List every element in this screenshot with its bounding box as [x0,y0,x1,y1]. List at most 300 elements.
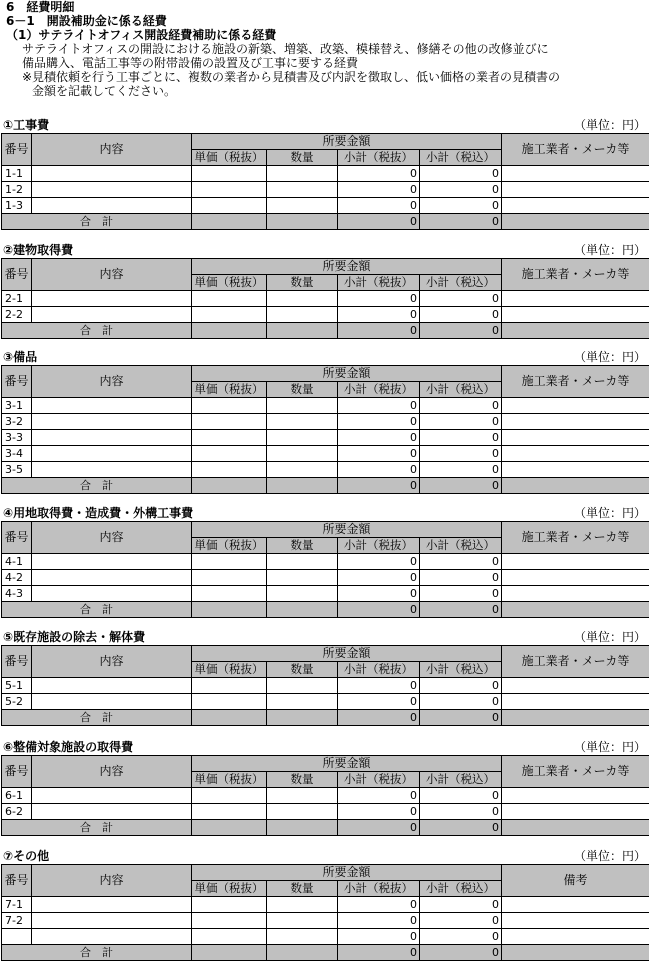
section-header [0,243,649,258]
content-cell[interactable] [32,291,192,307]
content-cell[interactable] [32,897,192,913]
row-number: 3-5 [2,462,32,478]
col-header-unit-price: 単価（税抜） [192,150,267,166]
unit-price-cell[interactable] [192,462,267,478]
total-subtotal-incl: 0 [420,323,502,339]
quantity-cell[interactable] [267,570,338,586]
col-header-no: 番号 [2,756,32,788]
subtotal-incl-cell: 0 [420,570,502,586]
subtotal-excl-cell: 0 [338,446,420,462]
expense-table [1,864,649,961]
total-quantity-cell [267,602,338,618]
col-header-unit-price: 単価（税抜） [192,881,267,897]
contractor-cell[interactable] [502,182,649,198]
unit-price-cell[interactable] [192,694,267,710]
quantity-cell[interactable] [267,291,338,307]
col-header-quantity: 数量 [267,538,338,554]
total-row [2,323,649,339]
unit-price-cell[interactable] [192,678,267,694]
content-cell[interactable] [32,788,192,804]
quantity-cell[interactable] [267,913,338,929]
quantity-cell[interactable] [267,678,338,694]
expense-section [0,849,649,961]
col-header-subtotal-incl: 小計（税込） [420,275,502,291]
expense-table [1,365,649,494]
expense-section [0,630,649,726]
expense-section [0,350,649,494]
total-label: 合 計 [2,820,192,836]
quantity-cell[interactable] [267,897,338,913]
quantity-cell[interactable] [267,182,338,198]
table-row [2,586,649,602]
content-cell[interactable] [32,554,192,570]
table-row [2,554,649,570]
total-last-cell [502,478,649,494]
unit-label: （単位：円） [574,849,646,864]
unit-label: （単位：円） [574,630,646,645]
content-cell[interactable] [32,307,192,323]
total-quantity-cell [267,478,338,494]
total-quantity-cell [267,820,338,836]
subtotal-excl-cell: 0 [338,554,420,570]
total-last-cell [502,323,649,339]
unit-price-cell[interactable] [192,307,267,323]
subtotal-incl-cell: 0 [420,929,502,945]
unit-price-cell[interactable] [192,913,267,929]
section-header [0,506,649,521]
subtotal-excl-cell: 0 [338,182,420,198]
total-quantity-cell [267,214,338,230]
contractor-cell[interactable] [502,414,649,430]
quantity-cell[interactable] [267,198,338,214]
col-header-required-amount: 所要金額 [192,134,502,150]
content-cell[interactable] [32,430,192,446]
col-header-subtotal-excl: 小計（税抜） [338,881,420,897]
contractor-cell[interactable] [502,897,649,913]
total-subtotal-incl: 0 [420,602,502,618]
expense-section [0,506,649,618]
table-row [2,291,649,307]
col-header-required-amount: 所要金額 [192,522,502,538]
row-number: 3-1 [2,398,32,414]
subtotal-excl-cell: 0 [338,198,420,214]
subtotal-incl-cell: 0 [420,307,502,323]
table-row [2,198,649,214]
row-number: 1-1 [2,166,32,182]
col-header-last: 備考 [502,865,649,897]
row-number: 1-2 [2,182,32,198]
total-quantity-cell [267,945,338,961]
expense-section [0,118,649,230]
unit-price-cell[interactable] [192,198,267,214]
content-cell[interactable] [32,913,192,929]
col-header-subtotal-incl: 小計（税込） [420,538,502,554]
col-header-required-amount: 所要金額 [192,865,502,881]
unit-price-cell[interactable] [192,166,267,182]
unit-price-cell[interactable] [192,446,267,462]
unit-label: （単位：円） [574,350,646,365]
quantity-cell[interactable] [267,430,338,446]
col-header-content: 内容 [32,259,192,291]
col-header-last: 施工業者・メーカ等 [502,756,649,788]
total-last-cell [502,945,649,961]
content-cell[interactable] [32,166,192,182]
unit-label: （単位：円） [574,506,646,521]
col-header-no: 番号 [2,259,32,291]
contractor-cell[interactable] [502,929,649,945]
table-row [2,929,649,945]
table-row [2,430,649,446]
total-subtotal-incl: 0 [420,945,502,961]
col-header-subtotal-excl: 小計（税抜） [338,772,420,788]
table-row [2,570,649,586]
total-unit-price-cell [192,820,267,836]
section-header [0,350,649,365]
total-label: 合 計 [2,602,192,618]
expense-table [1,258,649,339]
quantity-cell[interactable] [267,554,338,570]
col-header-quantity: 数量 [267,881,338,897]
unit-label: （単位：円） [574,118,646,133]
section-title: ②建物取得費 [3,243,73,258]
col-header-unit-price: 単価（税抜） [192,772,267,788]
total-subtotal-incl: 0 [420,214,502,230]
expense-table [1,521,649,618]
contractor-cell[interactable] [502,398,649,414]
total-subtotal-excl: 0 [338,478,420,494]
unit-price-cell[interactable] [192,929,267,945]
contractor-cell[interactable] [502,462,649,478]
row-number: 3-4 [2,446,32,462]
table-row [2,446,649,462]
col-header-required-amount: 所要金額 [192,756,502,772]
subtotal-incl-cell: 0 [420,804,502,820]
contractor-cell[interactable] [502,430,649,446]
section-title: ⑦その他 [3,849,49,864]
total-last-cell [502,820,649,836]
subtotal-incl-cell: 0 [420,913,502,929]
unit-price-cell[interactable] [192,414,267,430]
subtotal-incl-cell: 0 [420,430,502,446]
content-cell[interactable] [32,678,192,694]
subtotal-incl-cell: 0 [420,554,502,570]
col-header-content: 内容 [32,134,192,166]
col-header-unit-price: 単価（税抜） [192,275,267,291]
subtotal-incl-cell: 0 [420,398,502,414]
row-number: 5-1 [2,678,32,694]
col-header-subtotal-excl: 小計（税抜） [338,538,420,554]
col-header-subtotal-incl: 小計（税込） [420,772,502,788]
quantity-cell[interactable] [267,307,338,323]
col-header-no: 番号 [2,865,32,897]
row-number: 2-2 [2,307,32,323]
total-subtotal-excl: 0 [338,214,420,230]
heading-satellite-office-expenses: （1）サテライトオフィス開設経費補助に係る経費 [6,28,646,42]
note-line-2: 金額を記載してください。 [6,84,646,98]
total-row [2,478,649,494]
total-subtotal-excl: 0 [338,945,420,961]
row-number: 5-2 [2,694,32,710]
subtotal-excl-cell: 0 [338,913,420,929]
section-title: ③備品 [3,350,37,365]
quantity-cell[interactable] [267,929,338,945]
total-subtotal-excl: 0 [338,323,420,339]
document-header [6,0,646,98]
heading-subsidy-expenses: 6－1 開設補助金に係る経費 [6,14,646,28]
quantity-cell[interactable] [267,462,338,478]
note-line-1: ※見積依頼を行う工事ごとに、複数の業者から見積書及び内訳を徴取し、低い価格の業者の見積書の [6,70,646,84]
col-header-last: 施工業者・メーカ等 [502,646,649,678]
col-header-required-amount: 所要金額 [192,366,502,382]
total-unit-price-cell [192,214,267,230]
col-header-no: 番号 [2,522,32,554]
content-cell[interactable] [32,804,192,820]
table-row [2,182,649,198]
row-number: 3-2 [2,414,32,430]
subtotal-incl-cell: 0 [420,694,502,710]
expense-table [1,755,649,836]
col-header-subtotal-incl: 小計（税込） [420,382,502,398]
unit-price-cell[interactable] [192,182,267,198]
table-row [2,678,649,694]
contractor-cell[interactable] [502,913,649,929]
col-header-subtotal-incl: 小計（税込） [420,881,502,897]
subtotal-incl-cell: 0 [420,446,502,462]
table-row [2,913,649,929]
row-number: 7-1 [2,897,32,913]
content-cell[interactable] [32,414,192,430]
subtotal-incl-cell: 0 [420,198,502,214]
content-cell[interactable] [32,398,192,414]
table-row [2,804,649,820]
total-unit-price-cell [192,945,267,961]
contractor-cell[interactable] [502,586,649,602]
total-row [2,214,649,230]
col-header-last: 施工業者・メーカ等 [502,134,649,166]
quantity-cell[interactable] [267,694,338,710]
subtotal-excl-cell: 0 [338,430,420,446]
quantity-cell[interactable] [267,446,338,462]
total-subtotal-excl: 0 [338,710,420,726]
subtotal-excl-cell: 0 [338,586,420,602]
subtotal-incl-cell: 0 [420,291,502,307]
subtotal-excl-cell: 0 [338,897,420,913]
col-header-last: 施工業者・メーカ等 [502,259,649,291]
total-quantity-cell [267,323,338,339]
table-row [2,307,649,323]
total-label: 合 計 [2,945,192,961]
total-label: 合 計 [2,710,192,726]
content-cell[interactable] [32,462,192,478]
contractor-cell[interactable] [502,678,649,694]
total-subtotal-excl: 0 [338,820,420,836]
total-last-cell [502,602,649,618]
row-number: 3-3 [2,430,32,446]
total-unit-price-cell [192,602,267,618]
section-header [0,849,649,864]
row-number: 4-1 [2,554,32,570]
col-header-content: 内容 [32,522,192,554]
subtotal-excl-cell: 0 [338,929,420,945]
total-unit-price-cell [192,710,267,726]
unit-price-cell[interactable] [192,897,267,913]
expense-section [0,243,649,339]
subtotal-excl-cell: 0 [338,694,420,710]
table-row [2,694,649,710]
row-number: 7-2 [2,913,32,929]
contractor-cell[interactable] [502,446,649,462]
col-header-content: 内容 [32,865,192,897]
unit-price-cell[interactable] [192,788,267,804]
row-number: 6-2 [2,804,32,820]
content-cell[interactable] [32,182,192,198]
subtotal-excl-cell: 0 [338,570,420,586]
col-header-unit-price: 単価（税抜） [192,538,267,554]
col-header-subtotal-excl: 小計（税抜） [338,382,420,398]
contractor-cell[interactable] [502,570,649,586]
col-header-content: 内容 [32,646,192,678]
section-title: ⑥整備対象施設の取得費 [3,740,133,755]
content-cell[interactable] [32,198,192,214]
content-cell[interactable] [32,446,192,462]
subtotal-incl-cell: 0 [420,678,502,694]
col-header-quantity: 数量 [267,150,338,166]
total-unit-price-cell [192,323,267,339]
row-number: 1-3 [2,198,32,214]
col-header-last: 施工業者・メーカ等 [502,366,649,398]
subtotal-incl-cell: 0 [420,897,502,913]
section-header [0,118,649,133]
total-last-cell [502,214,649,230]
section-title: ①工事費 [3,118,49,133]
quantity-cell[interactable] [267,414,338,430]
contractor-cell[interactable] [502,307,649,323]
content-cell[interactable] [32,570,192,586]
subtotal-excl-cell: 0 [338,398,420,414]
col-header-subtotal-excl: 小計（税抜） [338,150,420,166]
section-header [0,630,649,645]
subtotal-excl-cell: 0 [338,804,420,820]
total-subtotal-excl: 0 [338,602,420,618]
total-subtotal-incl: 0 [420,478,502,494]
total-label: 合 計 [2,214,192,230]
col-header-quantity: 数量 [267,662,338,678]
unit-price-cell[interactable] [192,586,267,602]
total-row [2,820,649,836]
unit-price-cell[interactable] [192,430,267,446]
unit-price-cell[interactable] [192,570,267,586]
table-row [2,398,649,414]
quantity-cell[interactable] [267,586,338,602]
subtotal-excl-cell: 0 [338,307,420,323]
row-number: 4-2 [2,570,32,586]
description-line-2: 備品購入、電話工事等の附帯設備の設置及び工事に要する経費 [6,56,646,70]
total-subtotal-incl: 0 [420,820,502,836]
subtotal-incl-cell: 0 [420,462,502,478]
content-cell[interactable] [32,694,192,710]
expense-table [1,133,649,230]
contractor-cell[interactable] [502,166,649,182]
total-unit-price-cell [192,478,267,494]
content-cell[interactable] [32,586,192,602]
contractor-cell[interactable] [502,694,649,710]
row-number: 6-1 [2,788,32,804]
quantity-cell[interactable] [267,166,338,182]
col-header-no: 番号 [2,646,32,678]
col-header-last: 施工業者・メーカ等 [502,522,649,554]
contractor-cell[interactable] [502,198,649,214]
subtotal-incl-cell: 0 [420,586,502,602]
col-header-subtotal-excl: 小計（税抜） [338,662,420,678]
unit-price-cell[interactable] [192,554,267,570]
subtotal-excl-cell: 0 [338,166,420,182]
contractor-cell[interactable] [502,291,649,307]
col-header-required-amount: 所要金額 [192,259,502,275]
total-row [2,710,649,726]
unit-label: （単位：円） [574,740,646,755]
unit-price-cell[interactable] [192,398,267,414]
table-row [2,462,649,478]
col-header-subtotal-incl: 小計（税込） [420,662,502,678]
col-header-quantity: 数量 [267,772,338,788]
contractor-cell[interactable] [502,554,649,570]
subtotal-incl-cell: 0 [420,414,502,430]
row-number: 4-3 [2,586,32,602]
col-header-required-amount: 所要金額 [192,646,502,662]
col-header-content: 内容 [32,366,192,398]
subtotal-excl-cell: 0 [338,678,420,694]
col-header-quantity: 数量 [267,382,338,398]
subtotal-incl-cell: 0 [420,182,502,198]
subtotal-excl-cell: 0 [338,414,420,430]
table-row [2,414,649,430]
total-last-cell [502,710,649,726]
total-label: 合 計 [2,478,192,494]
subtotal-excl-cell: 0 [338,462,420,478]
total-row [2,945,649,961]
table-row [2,788,649,804]
row-number [2,929,32,945]
col-header-quantity: 数量 [267,275,338,291]
subtotal-excl-cell: 0 [338,788,420,804]
table-row [2,897,649,913]
unit-price-cell[interactable] [192,804,267,820]
table-row [2,166,649,182]
expense-section [0,740,649,836]
unit-price-cell[interactable] [192,291,267,307]
section-title: ⑤既存施設の除去・解体費 [3,630,145,645]
total-row [2,602,649,618]
col-header-no: 番号 [2,134,32,166]
col-header-subtotal-incl: 小計（税込） [420,150,502,166]
section-header [0,740,649,755]
contractor-cell[interactable] [502,788,649,804]
content-cell[interactable] [32,929,192,945]
section-title: ④用地取得費・造成費・外構工事費 [3,506,193,521]
quantity-cell[interactable] [267,788,338,804]
unit-label: （単位：円） [574,243,646,258]
col-header-subtotal-excl: 小計（税抜） [338,275,420,291]
subtotal-incl-cell: 0 [420,166,502,182]
contractor-cell[interactable] [502,804,649,820]
description-line-1: サテライトオフィスの開設における施設の新築、増築、改築、模様替え、修繕その他の改修並びに [6,42,646,56]
quantity-cell[interactable] [267,398,338,414]
subtotal-incl-cell: 0 [420,788,502,804]
total-label: 合 計 [2,323,192,339]
quantity-cell[interactable] [267,804,338,820]
total-quantity-cell [267,710,338,726]
total-subtotal-incl: 0 [420,710,502,726]
